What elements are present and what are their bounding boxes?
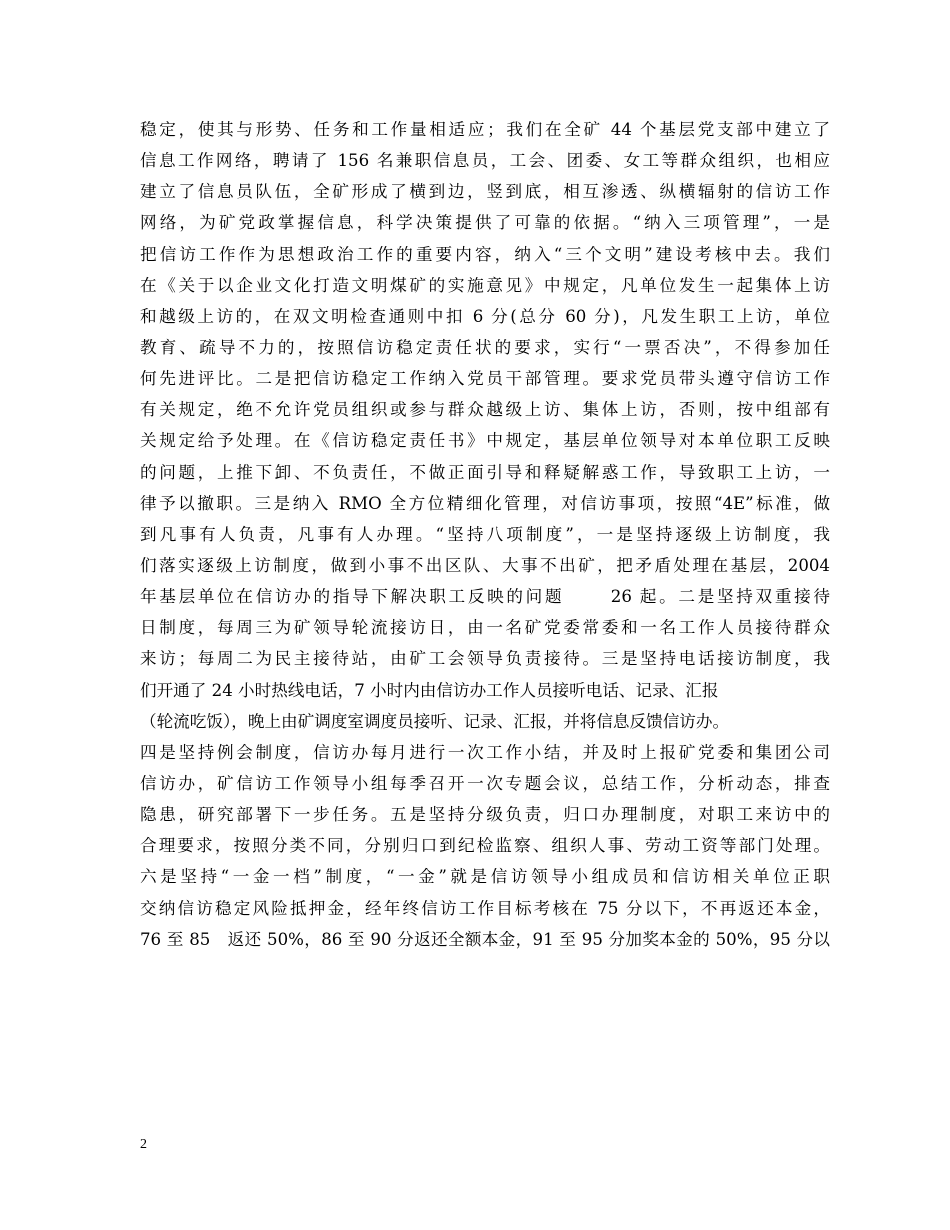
text-line: （轮流吃饭），晚上由矿调度室调度员接听、记录、汇报，并将信息反馈信访办。 [140, 711, 730, 731]
text-line: 在《关于以企业文化打造文明煤矿的实施意见》中规定，凡单位发生一起集体上访 [140, 275, 830, 295]
text-line: 网络，为矿党政掌握信息，科学决策提供了可靠的依据。“纳入三项管理”，一是 [140, 213, 830, 233]
text-line: 来访；每周二为民主接待站，由矿工会领导负责接待。三是坚持电话接访制度，我 [140, 649, 830, 669]
text-line: 关规定给予处理。在《信访稳定责任书》中规定，基层单位领导对本单位职工反映 [140, 431, 830, 451]
text-line: 何先进评比。二是把信访稳定工作纳入党员干部管理。要求党员带头遵守信访工作 [140, 369, 830, 389]
text-line: 的问题，上推下卸、不负责任，不做正面引导和释疑解惑工作，导致职工上访，一 [140, 462, 830, 482]
text-line: 日制度，每周三为矿领导轮流接访日，由一名矿党委常委和一名工作人员接待群众 [140, 618, 830, 638]
text-line: 交纳信访稳定风险抵押金，经年终信访工作目标考核在 75 分以下，不再返还本金， [140, 898, 830, 918]
text-line: 们落实逐级上访制度，做到小事不出区队、大事不出矿，把矛盾处理在基层，2004 [140, 555, 830, 575]
text-line: 律予以撤职。三是纳入 RMO 全方位精细化管理，对信访事项，按照“4E”标准，做 [140, 493, 830, 513]
text-line: 教育、疏导不力的，按照信访稳定责任状的要求，实行“一票否决”，不得参加任 [140, 337, 830, 357]
text-line: 信访办，矿信访工作领导小组每季召开一次专题会议，总结工作，分析动态，排查 [140, 773, 830, 793]
text-line: 把信访工作作为思想政治工作的重要内容，纳入“三个文明”建设考核中去。我们 [140, 244, 830, 264]
body-text [140, 114, 830, 955]
text-line: 稳定，使其与形势、任务和工作量相适应；我们在全矿 44 个基层党支部中建立了 [140, 120, 830, 139]
text-line: 和越级上访的，在双文明检查通则中扣 6 分(总分 60 分)，凡发生职工上访，单位 [140, 306, 830, 326]
text-line: 合理要求，按照分类不同，分别归口到纪检监察、组织人事、劳动工资等部门处理。 [140, 836, 830, 856]
text-line: 建立了信息员队伍，全矿形成了横到边，竖到底，相互渗透、纵横辐射的信访工作 [140, 182, 830, 202]
text-line: 隐患，研究部署下一步任务。五是坚持分级负责，归口办理制度，对职工来访中的 [140, 805, 830, 825]
text-line: 信息工作网络，聘请了 156 名兼职信息员，工会、团委、女工等群众组织，也相应 [140, 151, 830, 171]
page-number: 2 [140, 1137, 147, 1152]
text-line: 年基层单位在信访办的指导下解决职工反映的问题 26 起。二是坚持双重接待 [140, 587, 830, 607]
text-line: 六是坚持“一金一档”制度，“一金”就是信访领导小组成员和信访相关单位正职 [140, 867, 830, 887]
text-line: 四是坚持例会制度，信访办每月进行一次工作小结，并及时上报矿党委和集团公司 [140, 742, 830, 762]
text-line: 有关规定，绝不允许党员组织或参与群众越级上访、集体上访，否则，按中组部有 [140, 400, 830, 420]
text-line: 76 至 85 返还 50%，86 至 90 分返还全额本金，91 至 95 分加奖本金的 50%，95 分以 [140, 929, 830, 949]
text-line: 们开通了 24 小时热线电话，7 小时内由信访办工作人员接听电话、记录、汇报 [140, 680, 719, 700]
text-line: 到凡事有人负责，凡事有人办理。“坚持八项制度”，一是坚持逐级上访制度，我 [140, 524, 830, 544]
